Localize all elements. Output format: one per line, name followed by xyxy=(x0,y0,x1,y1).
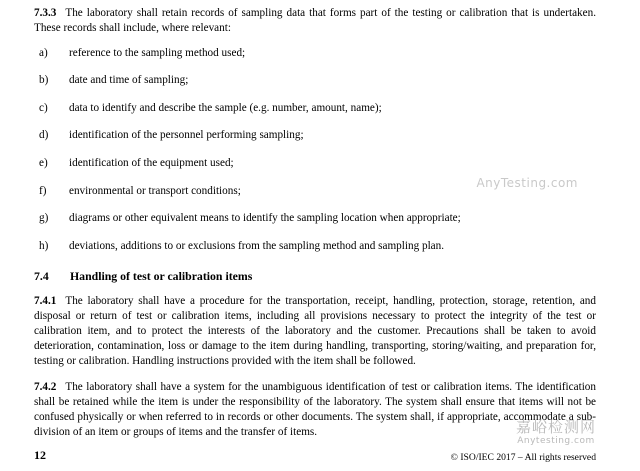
clause-number: 7.4.2 xyxy=(34,381,57,394)
list-item xyxy=(34,46,596,61)
list-item-text: identification of the equipment used; xyxy=(69,157,234,170)
list-item-text: diagrams or other equivalent means to identify the sampling location when appropriate; xyxy=(69,212,461,225)
list-item-text: environmental or transport conditions; xyxy=(69,184,241,197)
list-item xyxy=(34,211,596,226)
page-footer xyxy=(34,447,596,463)
clause-7-4-1 xyxy=(34,294,596,368)
list-marker: d) xyxy=(39,129,49,142)
clause-7-4-2 xyxy=(34,380,596,439)
section-number: 7.4 xyxy=(34,269,49,284)
clause-text: The laboratory shall have a procedure for the transportation, receipt, handling, protection, storage, retention, and disposal or return of test or calibration items, including all provisions necessary to protect the integrity of the test or calibration item, and to protect the interests of the laboratory and the customer. Precautions shall be taken to avoid deterioration, contamination, loss or damage to the item during handling, transporting, storing/waiting, and preparation for, testing or calibration. Handling instructions provided with the item shall be followed. xyxy=(34,295,596,367)
watermark-sub-text: Anytesting.com xyxy=(517,436,595,447)
list-item xyxy=(34,101,596,116)
list-marker: h) xyxy=(39,239,49,252)
list-item xyxy=(34,156,596,171)
list-marker: c) xyxy=(39,101,48,114)
list-item-text: reference to the sampling method used; xyxy=(69,46,246,59)
list-item xyxy=(34,128,596,143)
list-marker: e) xyxy=(39,157,48,170)
list-marker: a) xyxy=(39,46,48,59)
clause-text: The laboratory shall have a system for the unambiguous identification of test or calibration items. The identification shall be retained while the item is under the responsibility of the laboratory. The system shall ensure that items will not be confused physically or when referred to in records or other documents. The system shall, if appropriate, accommodate a sub-division of an item or groups of items and the transfer of items. xyxy=(34,381,596,438)
page-number: 12 xyxy=(34,448,46,462)
watermark-main-text: 嘉峪检测网 xyxy=(515,417,596,436)
section-heading-7-4 xyxy=(34,269,596,283)
list-item-text: identification of the personnel performing sampling; xyxy=(69,129,304,142)
list-marker: b) xyxy=(39,74,49,87)
list-item-text: data to identify and describe the sample (e.g. number, amount, name); xyxy=(69,101,382,114)
list-item-text: deviations, additions to or exclusions from the sampling method and sampling plan. xyxy=(69,239,445,252)
sampling-records-list xyxy=(34,46,596,254)
list-item xyxy=(34,239,596,254)
list-marker: f) xyxy=(39,184,47,197)
clause-number: 7.4.1 xyxy=(34,295,57,308)
list-item-text: date and time of sampling; xyxy=(69,74,189,87)
copyright-notice: © ISO/IEC 2017 – All rights reserved xyxy=(450,452,596,463)
clause-7-3-3 xyxy=(34,6,596,36)
list-item xyxy=(34,73,596,88)
clause-text: The laboratory shall retain records of sampling data that forms part of the testing or calibration that is undertaken. These records shall include, where relevant: xyxy=(34,7,596,34)
watermark-middle: AnyTesting.com xyxy=(476,176,578,190)
clause-number: 7.3.3 xyxy=(34,7,57,19)
list-marker: g) xyxy=(39,212,49,225)
list-item xyxy=(34,184,596,199)
section-title: Handling of test or calibration items xyxy=(70,269,253,284)
